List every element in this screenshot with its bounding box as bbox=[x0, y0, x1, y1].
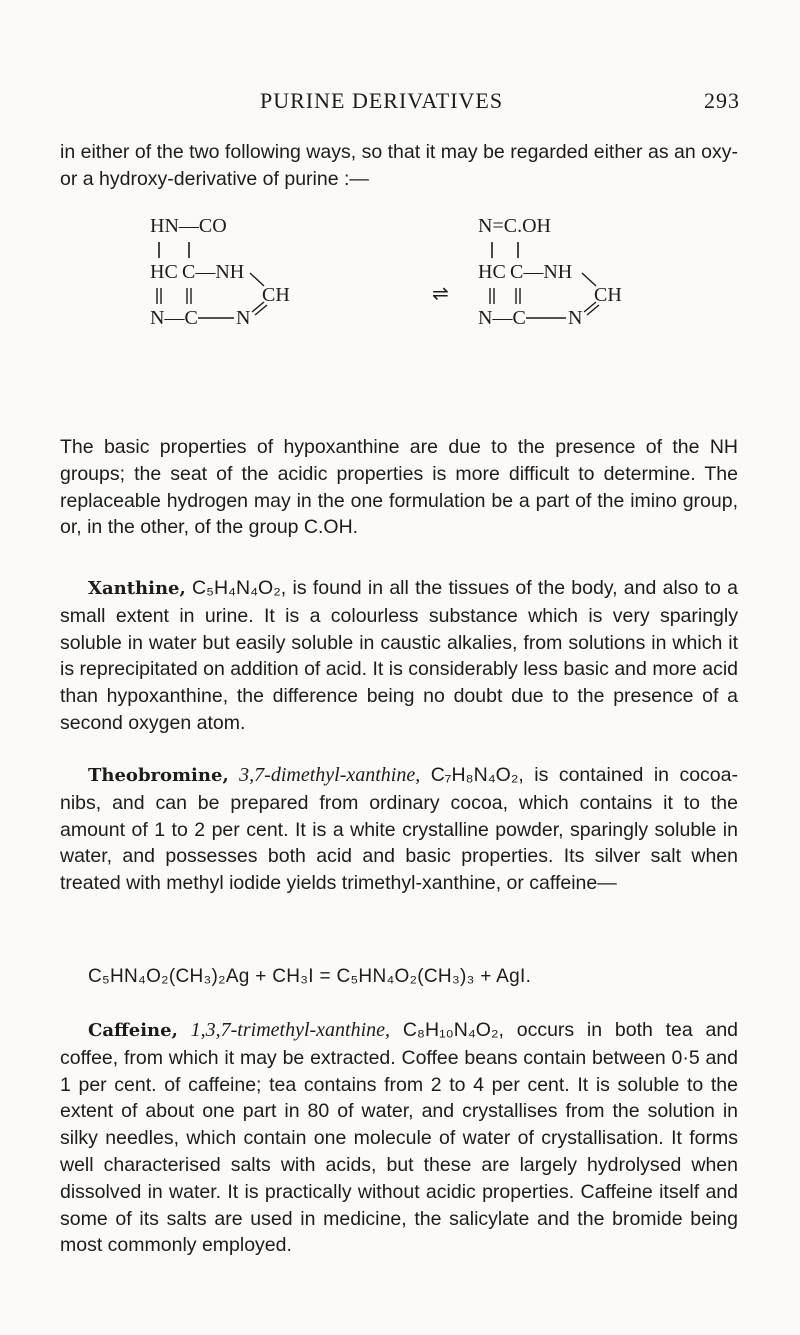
running-title: PURINE DERIVATIVES bbox=[260, 88, 504, 113]
left-row2b: C—NH bbox=[182, 261, 245, 283]
left-row3: CH bbox=[262, 284, 290, 306]
para1-text: The basic properties of hypoxanthine are due to the presence of the NH groups; the seat of the acidic properties is more difficult to determine. The replaceable hydrogen may in the one formulation be a part of the imino group, or, in the other, of the group C.OH. bbox=[60, 436, 738, 539]
caffeine-systematic-name: 1,3,7-trimethyl-xanthine, bbox=[190, 1019, 391, 1041]
caffeine-formula: C₈H₁₀N₄O₂, bbox=[402, 1019, 504, 1041]
right-row3: CH bbox=[594, 284, 622, 306]
right-row1: N=C.OH bbox=[478, 215, 551, 237]
xanthine-text: is found in all the tissues of the body, and also to a small extent in urine. It is a colourless substance which is very sparingly soluble in water but easily soluble in caustic alkalies, from solutions in which it is reprecipitated on addition of acid. It is considerably less basic and more acid than hypoxanthine, the difference being no doubt due to the presence of a second oxygen atom. bbox=[60, 577, 739, 734]
paragraph-xanthine bbox=[60, 575, 738, 737]
intro-text: in either of the two following ways, so that it may be regarded either as an oxy- or a hydroxy-derivative of purine :— bbox=[60, 141, 738, 190]
theobromine-text: is contained in cocoa-nibs, and can be prepared from ordinary cocoa, which contains it to the amount of 1 to 2 per cent. It is a white crystalline powder, sparingly soluble in water, and possesses both acid and basic properties. Its silver salt when treated with methyl iodide yields trimethyl-xanthine, or caffeine— bbox=[60, 764, 738, 895]
hydroxy-formula bbox=[478, 215, 622, 329]
paragraph-caffeine bbox=[60, 1017, 738, 1259]
right-row2a: HC bbox=[478, 261, 506, 283]
intro-paragraph bbox=[60, 139, 738, 193]
right-row4b: N bbox=[568, 307, 583, 329]
left-row2a: HC bbox=[150, 261, 178, 283]
equilibrium-arrow: ⇌ bbox=[432, 283, 449, 305]
oxy-formula bbox=[150, 215, 290, 329]
running-head bbox=[120, 88, 740, 118]
theobromine-systematic-name: 3,7-dimethyl-xanthine, bbox=[239, 764, 421, 786]
xanthine-heading: Xanthine, bbox=[88, 578, 186, 599]
left-row4a: N—C bbox=[150, 307, 198, 329]
left-row1: HN—CO bbox=[150, 215, 227, 237]
theobromine-formula: C₇H₈N₄O₂, bbox=[430, 764, 524, 786]
paragraph-hypoxanthine bbox=[60, 434, 738, 541]
structural-formulas bbox=[150, 208, 670, 408]
tautomer-formulas-svg bbox=[150, 208, 670, 408]
theobromine-heading: Theobromine, bbox=[88, 765, 229, 786]
page-number: 293 bbox=[704, 88, 740, 113]
xanthine-formula: C₅H₄N₄O₂, bbox=[192, 577, 287, 599]
methylation-equation: C₅HN₄O₂(CH₃)₂Ag + CH₃I = C₅HN₄O₂(CH₃)₃ + AgI. bbox=[88, 966, 532, 987]
right-row4a: N—C bbox=[478, 307, 526, 329]
caffeine-text: occurs in both tea and coffee, from which it may be extracted. Coffee beans contain between 0·5 and 1 per cent. of caffeine; tea contains from 2 to 4 per cent. It is soluble to the extent of about one part in 80 of water, and crystallises from the solution in silky needles, which contain one molecule of water of crystallisation. It forms well characterised salts with acids, but these are largely hydrolysed when dissolved in water. It is practically without acidic properties. Caffeine itself and some of its salts are used in medicine, the salicylate and the bromide being most commonly employed. bbox=[60, 1019, 739, 1257]
left-row4b: N bbox=[236, 307, 251, 329]
caffeine-heading: Caffeine, bbox=[88, 1020, 178, 1041]
right-row2b: C—NH bbox=[510, 261, 573, 283]
paragraph-theobromine bbox=[60, 762, 738, 897]
